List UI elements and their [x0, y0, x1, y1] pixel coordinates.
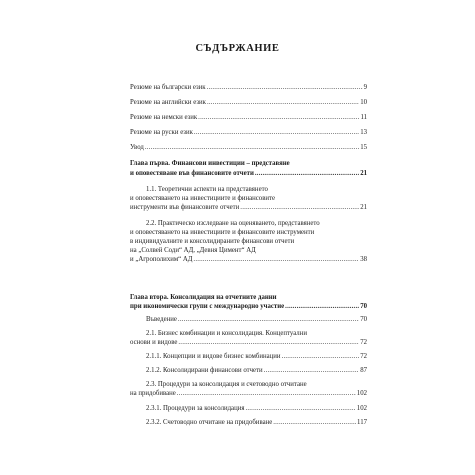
toc-entry-title: 2.3.2. Счетоводно отчитане на придобиване: [146, 419, 273, 426]
toc-entry-line: 2.3. Процедури за консолидация и счетоводно отчитане: [146, 381, 307, 388]
toc-entry-line: 2.2. Практическо изследване на оценяването, представянето: [146, 220, 320, 227]
toc-entry: [130, 339, 367, 347]
toc-entry-page: 70: [360, 303, 367, 310]
toc-entry-page: 11: [360, 114, 367, 121]
toc-entry-page: 21: [360, 170, 367, 177]
toc-entry-title: 2.3.1. Процедури за консолидация: [146, 405, 245, 412]
leader-dots: [207, 84, 363, 92]
toc-entry: [146, 367, 367, 375]
toc-entry-page: 15: [360, 144, 367, 151]
toc-entry: [130, 204, 367, 212]
leader-dots: [193, 256, 359, 264]
toc-entry-page: 72: [360, 353, 367, 360]
leader-dots: [145, 144, 359, 152]
leader-dots: [194, 129, 359, 137]
toc-entry: [146, 353, 367, 361]
leader-dots: [273, 419, 356, 427]
toc-entry: [130, 303, 367, 311]
chapter-title-line: Глава първа. Финансови инвестиции – представяне: [130, 160, 290, 167]
toc-entry-page: 70: [360, 316, 367, 323]
toc-entry-page: 102: [356, 390, 367, 397]
toc-entry: [146, 316, 367, 324]
toc-entry-page: 13: [360, 129, 367, 136]
leader-dots: [240, 204, 359, 212]
toc-entry: [146, 405, 367, 413]
leader-dots: [178, 339, 359, 347]
leader-dots: [198, 114, 359, 122]
toc-entry: [130, 114, 367, 122]
toc-entry: [146, 419, 367, 427]
toc-entry: [130, 256, 367, 264]
toc-entry-line: основи и видове: [130, 339, 178, 346]
toc-entry-page: 102: [356, 405, 367, 412]
leader-dots: [285, 303, 359, 311]
leader-dots: [245, 405, 355, 413]
leader-dots: [178, 316, 359, 324]
toc-entry-title: Резюме на английски език: [130, 99, 206, 106]
toc-entry-page: 87: [360, 367, 367, 374]
leader-dots: [282, 353, 360, 361]
toc-entry-page: 21: [360, 204, 367, 211]
toc-entry-title: Резюме на немски език: [130, 114, 198, 121]
toc-entry-page: 72: [360, 339, 367, 346]
chapter-title-line: и оповестяване във финансовите отчети: [130, 170, 254, 177]
toc-entry: [130, 170, 367, 178]
toc-entry-line: 1.1. Теоретични аспекти на представянето: [146, 186, 268, 193]
toc-entry-line: и оповестяването на инвестициите и финансовите инструменти: [130, 229, 315, 236]
leader-dots: [177, 390, 356, 398]
toc-entry-title: 2.1.2. Консолидирани финансови отчети: [146, 367, 263, 374]
leader-dots: [207, 99, 359, 107]
chapter-title-line: при икономически групи с международно участие: [130, 303, 285, 310]
toc-entry-line: в индивидуалните и консолидираните финансови отчети: [130, 238, 295, 245]
toc-entry-title: 2.1.1. Концепции и видове бизнес комбинации: [146, 353, 281, 360]
toc-entry-title: Въведение: [146, 316, 177, 323]
toc-entry: [130, 390, 367, 398]
toc-entry-title: Резюме на български език: [130, 84, 206, 91]
page-title: СЪДЪРЖАНИЕ: [195, 43, 280, 54]
toc-entry-line: и оповестяването на инвестициите и финансовите: [130, 195, 276, 202]
toc-entry-line: на придобиване: [130, 390, 176, 397]
toc-entry-page: 9: [363, 84, 367, 91]
toc-entry-line: на „Солвей Соди“ АД, „Девня Цимент“ АД: [130, 247, 256, 254]
toc-entry-page: 117: [357, 419, 367, 426]
toc-entry-page: 10: [360, 99, 367, 106]
chapter-title-line: Глава втора. Консолидация на отчетните данни: [130, 294, 277, 301]
toc-entry: [130, 84, 367, 92]
toc-entry: [130, 144, 367, 152]
toc-entry-page: 38: [360, 256, 367, 263]
toc-entry-line: и „Агрополихим“ АД: [130, 256, 193, 263]
toc-entry-line: 2.1. Бизнес комбинации и консолидация. Концептуални: [146, 330, 307, 337]
leader-dots: [264, 367, 360, 375]
toc-entry-title: Резюме на руски език: [130, 129, 193, 136]
leader-dots: [255, 170, 359, 178]
toc-entry: [130, 129, 367, 137]
toc-entry: [130, 99, 367, 107]
toc-entry-line: инструменти във финансовите отчети: [130, 204, 240, 211]
toc-entry-title: Увод: [130, 144, 144, 151]
